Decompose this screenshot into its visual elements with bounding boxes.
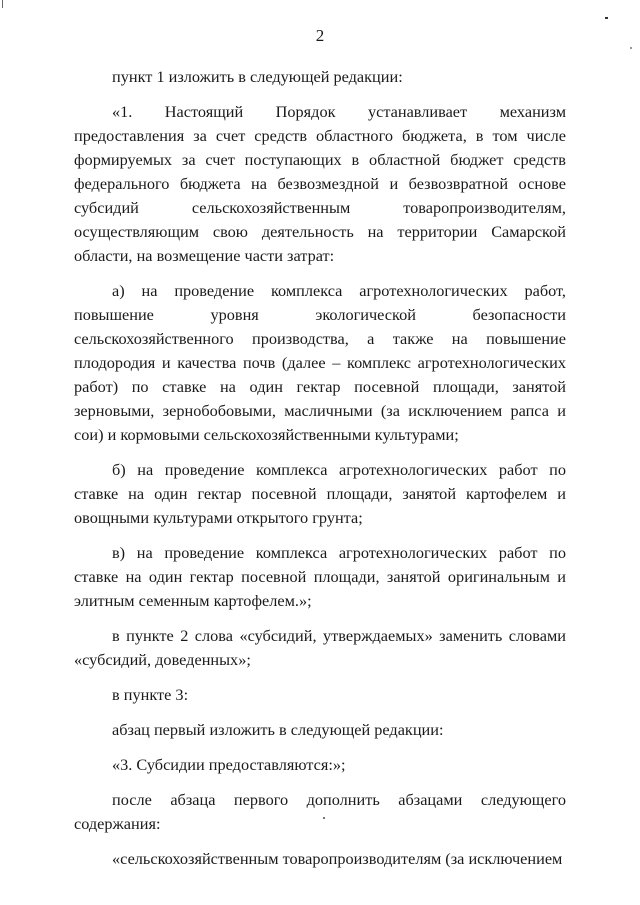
paragraph: пункт 1 изложить в следующей редакции: bbox=[112, 67, 403, 86]
paragraph: в пункте 2 слова «субсидий, утверждаемых» заменить словами «субсидий, доведенных»; bbox=[74, 626, 566, 669]
paragraph: «3. Субсидии предоставляются:»; bbox=[112, 755, 346, 774]
paragraph: «сельскохозяйственным товаропроизводителям (за исключением bbox=[112, 849, 563, 868]
scan-artifact bbox=[630, 47, 632, 49]
paragraph: абзац первый изложить в следующей редакции: bbox=[112, 720, 444, 739]
scan-artifact bbox=[605, 17, 608, 19]
paragraph: после абзаца первого дополнить абзацами следующего содержания: bbox=[74, 790, 566, 833]
scan-artifact bbox=[2, 0, 3, 8]
paragraph: в) на проведение комплекса агротехнологических работ по ставке на один гектар посевной площади, занятой оригинальным и элитным семенным картофелем.»; bbox=[74, 543, 566, 610]
paragraph: б) на проведение комплекса агротехнологических работ по ставке на один гектар посевной площади, занятой картофелем и овощными культурами открытого грунта; bbox=[74, 460, 566, 527]
paragraph: в пункте 3: bbox=[112, 685, 189, 704]
paragraph: а) на проведение комплекса агротехнологических работ, повышение уровня экологической безопасности сельскохозяйственного производства, а также на повышение плодородия и качества почв (далее – комплекс агротехнологических работ) по ставке на один гектар посевной площади, занятой зерновыми, зернобобовыми, масличными (за исключением рапса и сои) и кормовыми сельскохозяйственными культурами; bbox=[74, 281, 566, 444]
paragraph: «1. Настоящий Порядок устанавливает механизм предоставления за счет средств областного бюджета, в том числе формируемых за счет поступающих в областной бюджет средств федерального бюджета на безвозмездной и безвозвратной основе субсидий сельскохозяйственным товаропроизводителям, осуществляющим свою деятельность на территории Самарской области, на возмещение части затрат: bbox=[74, 102, 566, 265]
page-number: 2 bbox=[315, 26, 325, 45]
document-body bbox=[74, 54, 566, 871]
